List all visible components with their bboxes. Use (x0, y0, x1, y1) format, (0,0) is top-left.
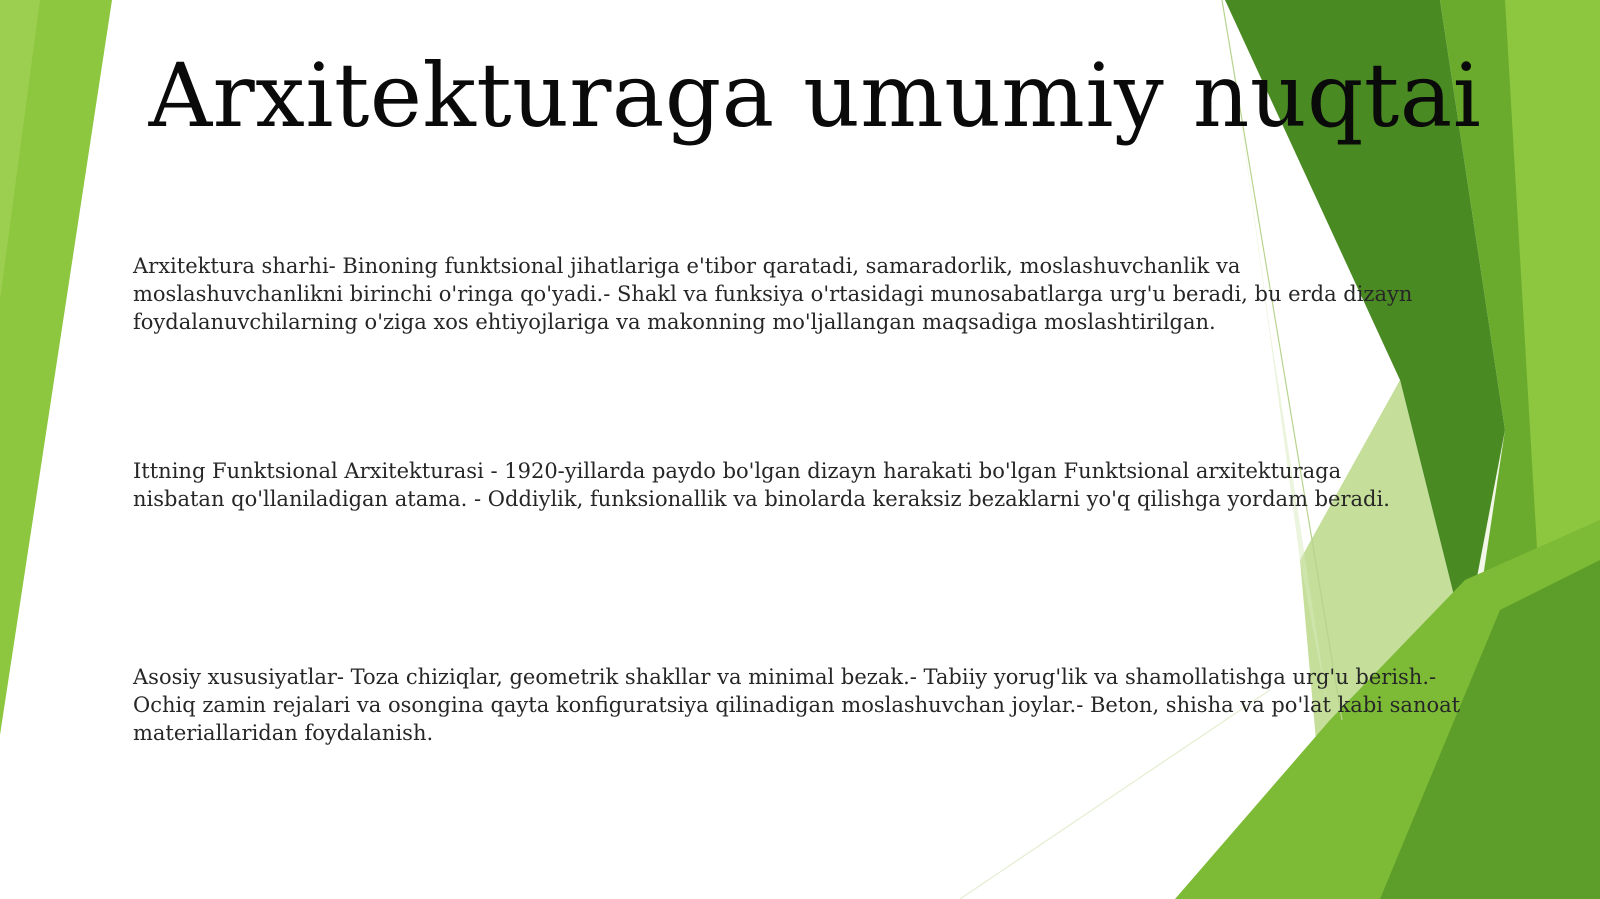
paragraph-line: Ochiq zamin rejalari va osongina qayta konfiguratsiya qilinadigan moslashuvchan joylar.- Beton, shisha va po'lat kabi sanoat (133, 693, 1461, 717)
paragraph-line: materiallaridan foydalanish. (133, 721, 434, 745)
paragraph-line: foydalanuvchilarning o'ziga xos ehtiyojlariga va makonning mo'ljallangan maqsadiga moslashtirilgan. (133, 310, 1216, 334)
paragraph-line: Ittning Funktsional Arxitekturasi - 1920-yillarda paydo bo'lgan dizayn harakati bo'lgan Funktsional arxitekturaga (133, 459, 1342, 483)
paragraph-line: Asosiy xususiyatlar- Toza chiziqlar, geometrik shakllar va minimal bezak.- Tabiiy yorug'lik va shamollatishga urg'u berish.- (133, 665, 1437, 689)
paragraph-line: Arxitektura sharhi- Binoning funktsional jihatlariga e'tibor qaratadi, samaradorlik, moslashuvchanlik va (133, 254, 1241, 278)
paragraph-key-features (133, 663, 1460, 747)
slide-title: Arxitekturaga umumiy nuqtai (148, 44, 1482, 147)
paragraph-architecture-overview (133, 252, 1412, 336)
paragraph-line: nisbatan qo'llaniladigan atama. - Oddiylik, funksionallik va binolarda keraksiz bezaklarni yo'q qilishga yordam beradi. (133, 487, 1390, 511)
paragraph-functional-architecture (133, 457, 1390, 513)
paragraph-line: moslashuvchanlikni birinchi o'ringa qo'yadi.- Shakl va funksiya o'rtasidagi munosabatlarga urg'u beradi, bu erda dizayn (133, 282, 1413, 306)
